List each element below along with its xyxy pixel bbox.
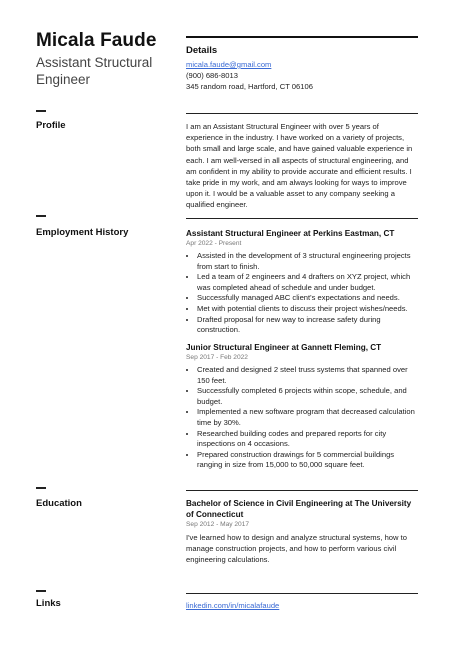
details-top-rule (186, 36, 418, 38)
links-heading: Links (36, 598, 61, 609)
phone-number: (900) 686-8013 (186, 71, 238, 81)
job-2-title: Junior Structural Engineer at Gannett Fleming, CT (186, 343, 382, 352)
employment-rule (186, 218, 418, 219)
job-1 (186, 228, 418, 336)
employment-left-rule (36, 215, 46, 217)
list-item: • Implemented a new software program that decreased calculation time by 30%. (197, 407, 418, 428)
list-item: • Successfully managed ABC client's expectations and needs. (197, 293, 418, 304)
list-item: • Drafted proposal for new way to increase safety during construction. (197, 315, 418, 336)
employment-heading: Employment History (36, 227, 129, 238)
email-link[interactable]: micala.faude@gmail.com (186, 60, 272, 69)
education-rule (186, 490, 418, 491)
education-heading: Education (36, 498, 82, 509)
links-left-rule (36, 590, 46, 592)
profile-left-rule (36, 110, 46, 112)
list-item: • Assisted in the development of 3 structural engineering projects from start to finish. (197, 251, 418, 272)
profile-section (186, 121, 418, 211)
education-text: I've learned how to design and analyze structural systems, how to manage construction projects, and how to perform various civil engineering calculations. (186, 533, 407, 565)
linkedin-link[interactable]: linkedin.com/in/micalafaude (186, 601, 280, 610)
links-section (186, 600, 418, 611)
details-heading: Details (186, 45, 218, 56)
job-1-dates: Apr 2022 - Present (186, 240, 242, 247)
address: 345 random road, Hartford, CT 06106 (186, 82, 313, 92)
education-left-rule (36, 487, 46, 489)
candidate-name: Micala Faude (36, 30, 157, 51)
job-2-bullets (186, 365, 418, 471)
job-2-dates: Sep 2017 - Feb 2022 (186, 354, 248, 361)
job-1-title: Assistant Structural Engineer at Perkins Eastman, CT (186, 229, 395, 238)
job-1-bullets (186, 251, 418, 336)
profile-heading: Profile (36, 120, 66, 131)
education-dates: Sep 2012 - May 2017 (186, 521, 250, 528)
links-rule (186, 593, 418, 594)
degree-title: Bachelor of Science in Civil Engineering at The University of Connecticut (186, 499, 412, 519)
job-2 (186, 342, 418, 471)
candidate-title: Assistant Structural Engineer (36, 55, 153, 87)
education-section (186, 498, 418, 566)
list-item: • Prepared construction drawings for 5 commercial buildings ranging in size from 15,000 to 50,000 square feet. (197, 450, 418, 471)
details-section (186, 45, 418, 93)
list-item: • Created and designed 2 steel truss systems that spanned over 150 feet. (197, 365, 418, 386)
list-item: • Researched building codes and prepared reports for city inspections on 4 occasions. (197, 429, 418, 450)
profile-rule (186, 113, 418, 114)
list-item: • Led a team of 2 engineers and 4 drafters on XYZ project, which was completed ahead of schedule and under budget. (197, 272, 418, 293)
profile-text: I am an Assistant Structural Engineer with over 5 years of experience in the industry. I have worked on a variety of projects, both small and large scale, and have gained valuable experience in each. I am well-versed in all aspects of structural engineering, and am confident in my ability to provide accurate and efficient results. I take pride in my work, and am always looking for ways to improve upon it. I would be a valuable asset to any company seeking a qualified engineer. (186, 122, 413, 210)
list-item: • Met with potential clients to discuss their project wishes/needs. (197, 304, 418, 315)
list-item: • Successfully completed 6 projects within scope, schedule, and budget. (197, 386, 418, 407)
